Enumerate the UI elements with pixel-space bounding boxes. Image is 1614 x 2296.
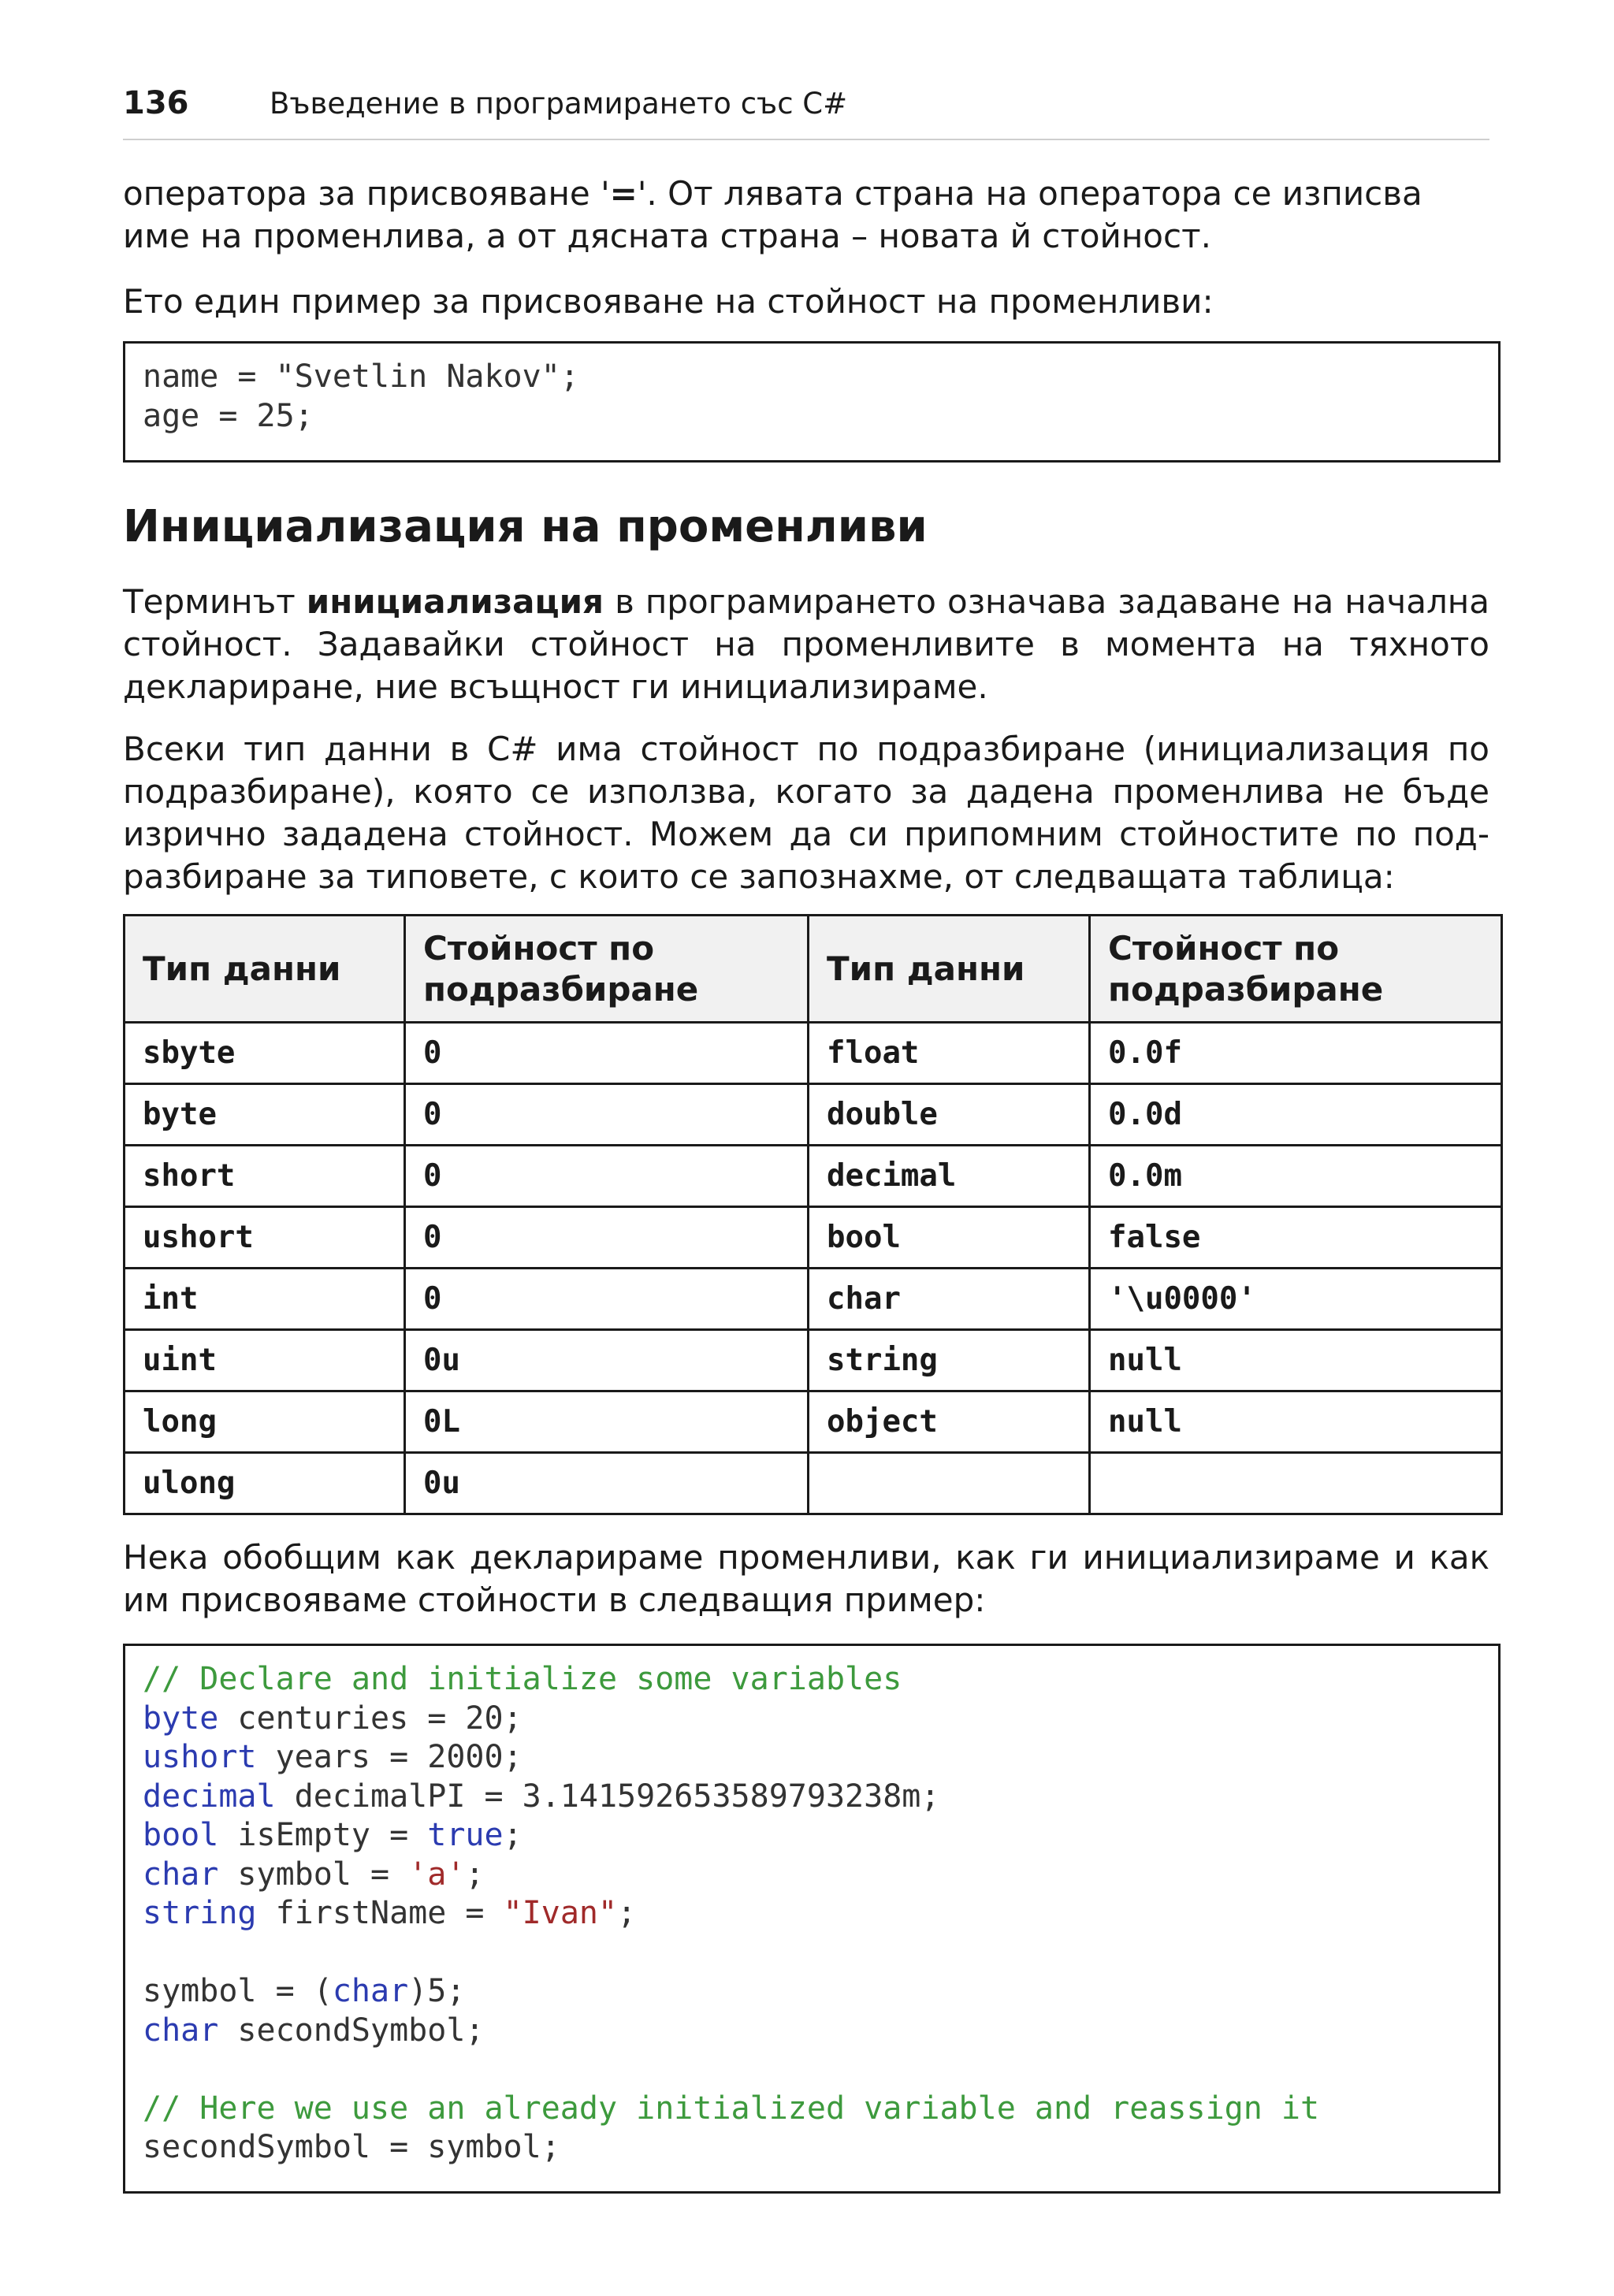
code-comment: // Here we use an already initialized variable and reassign it <box>143 2090 1320 2127</box>
table-cell <box>1090 1453 1502 1514</box>
table-cell: ushort <box>125 1207 405 1269</box>
term-paragraph <box>123 581 1489 708</box>
page-header <box>123 79 1489 140</box>
code-text: )5; <box>408 1973 466 2009</box>
code-text: ; <box>503 1817 523 1853</box>
intro-text: '. От лявата страна на оператора се изписва <box>637 174 1422 213</box>
table-row <box>125 1269 1502 1330</box>
section-heading: Инициализация на променливи <box>123 501 928 552</box>
code-line: age = 25; <box>143 397 314 434</box>
code-line: name = "Svetlin Nakov"; <box>143 359 579 395</box>
table-cell: null <box>1090 1330 1502 1391</box>
code-line <box>143 1894 1481 1934</box>
defaults-paragraph: Всеки тип данни в C# има стойност по подразбиране (инициализация по подразбиране), която се използва, когато за дадена променлива не бъде изрично зададена стойност. Можем да си припомним стойностите по под-разбиране за типовете, с които се запознахме, от следващата таблица: <box>123 730 1489 896</box>
table-cell: short <box>125 1146 405 1207</box>
code-keyword: char <box>143 1856 219 1893</box>
default-values-table <box>123 914 1503 1515</box>
intro-paragraph <box>123 173 1489 258</box>
intro-text: име на променлива, а от дясната страна – новата й стойност. <box>123 217 1211 255</box>
table-cell: 0.0m <box>1090 1146 1502 1207</box>
code-block-initialization <box>123 1644 1501 2194</box>
code-keyword: ushort <box>143 1739 257 1775</box>
assignment-operator: = <box>609 174 638 213</box>
code-keyword: string <box>143 1895 257 1931</box>
code-keyword: true <box>427 1817 504 1853</box>
table-cell: string <box>809 1330 1090 1391</box>
code-block-assignment <box>123 341 1501 463</box>
table-cell: uint <box>125 1330 405 1391</box>
code-line <box>143 1738 1481 1778</box>
code-string: "Ivan" <box>503 1895 618 1931</box>
table-cell: sbyte <box>125 1023 405 1084</box>
table-row <box>125 1023 1502 1084</box>
table-cell: '\u0000' <box>1090 1269 1502 1330</box>
table-row <box>125 1453 1502 1514</box>
table-cell: 0 <box>405 1207 809 1269</box>
table-cell: 0 <box>405 1269 809 1330</box>
table-cell: 0 <box>405 1146 809 1207</box>
term-text: в програмирането означава задаване на начална стойност. Задавайки стойност на променливите в момента на тяхното деклариране, ние всъщност ги инициализираме. <box>123 582 1489 706</box>
table-cell: float <box>809 1023 1090 1084</box>
code-line <box>143 1778 1481 1817</box>
code-text: firstName = <box>256 1895 504 1931</box>
code-line <box>143 2090 1481 2129</box>
code-text: centuries = 20; <box>218 1700 523 1737</box>
term-bold: инициализация <box>306 582 604 621</box>
table-cell <box>809 1453 1090 1514</box>
code-line <box>143 1660 1481 1700</box>
code-text: ; <box>465 1856 485 1893</box>
table-cell: int <box>125 1269 405 1330</box>
code-comment: // Declare and initialize some variables <box>143 1661 902 1697</box>
code-text: ; <box>617 1895 637 1931</box>
table-row <box>125 1146 1502 1207</box>
code-keyword: byte <box>143 1700 219 1737</box>
table-cell: char <box>809 1269 1090 1330</box>
table-cell: long <box>125 1391 405 1453</box>
table-cell: ulong <box>125 1453 405 1514</box>
code-text: symbol = <box>218 1856 409 1893</box>
code-keyword: char <box>143 2012 219 2049</box>
table-row <box>125 1330 1502 1391</box>
code-text: secondSymbol = symbol; <box>143 2129 560 2165</box>
code-line <box>143 1972 1481 2012</box>
table-row <box>125 1391 1502 1453</box>
code-blank-line <box>143 2050 1481 2090</box>
example-intro: Ето един пример за присвояване на стойност на променливи: <box>123 282 1214 321</box>
book-title: Въведение в програмирането със C# <box>270 87 848 121</box>
code-text: years = 2000; <box>256 1739 523 1775</box>
code-text: decimalPI = 3.141592653589793238m; <box>275 1778 940 1815</box>
page-number: 136 <box>123 85 189 121</box>
table-header: Тип данни <box>809 916 1090 1023</box>
table-cell: 0.0f <box>1090 1023 1502 1084</box>
summary-paragraph: Нека обобщим как декларираме променливи, как ги инициализираме и как им присвояваме стойности в следващия пример: <box>123 1538 1489 1619</box>
table-cell: byte <box>125 1084 405 1146</box>
code-line <box>143 1816 1481 1856</box>
table-cell: 0u <box>405 1330 809 1391</box>
table-cell: 0.0d <box>1090 1084 1502 1146</box>
code-line <box>143 2012 1481 2051</box>
term-text: Терминът <box>123 582 307 621</box>
code-text: secondSymbol; <box>218 2012 485 2049</box>
table-header-row <box>125 916 1502 1023</box>
table-cell: 0 <box>405 1023 809 1084</box>
table-header: Стойност по подразбиране <box>1090 916 1502 1023</box>
table-row <box>125 1207 1502 1269</box>
intro-text: оператора за присвояване ' <box>123 174 610 213</box>
table-cell: false <box>1090 1207 1502 1269</box>
table-cell: bool <box>809 1207 1090 1269</box>
table-cell: double <box>809 1084 1090 1146</box>
table-row <box>125 1084 1502 1146</box>
table-cell: 0 <box>405 1084 809 1146</box>
table-cell: 0u <box>405 1453 809 1514</box>
code-line <box>143 1700 1481 1739</box>
code-keyword: char <box>332 1973 409 2009</box>
table-cell: object <box>809 1391 1090 1453</box>
code-keyword: decimal <box>143 1778 276 1815</box>
table-cell: 0L <box>405 1391 809 1453</box>
code-keyword: bool <box>143 1817 219 1853</box>
code-text: symbol = ( <box>143 1973 333 2009</box>
code-line <box>143 1856 1481 1895</box>
table-cell: decimal <box>809 1146 1090 1207</box>
table-cell: null <box>1090 1391 1502 1453</box>
code-string: 'a' <box>408 1856 466 1893</box>
code-text: isEmpty = <box>218 1817 428 1853</box>
code-blank-line <box>143 1934 1481 1973</box>
table-header: Стойност по подразбиране <box>405 916 809 1023</box>
code-line <box>143 2128 1481 2168</box>
table-header: Тип данни <box>125 916 405 1023</box>
